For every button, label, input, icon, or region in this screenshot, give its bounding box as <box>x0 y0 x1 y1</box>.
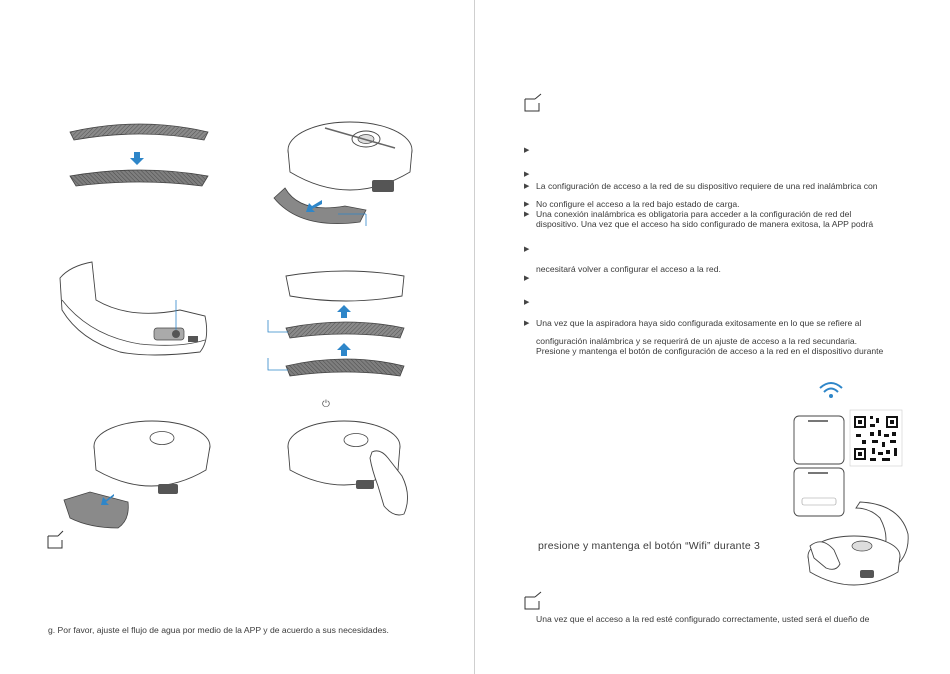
bullet-8: ▶ <box>524 299 530 306</box>
left-page <box>0 0 474 674</box>
text-line-4: dispositivo. Una vez que el acceso ha sido configurado de manera exitosa, la APP podrá <box>536 219 874 229</box>
right-page <box>476 0 950 674</box>
bullet-5: ▶ <box>524 211 530 218</box>
qr-code-icon <box>850 410 902 466</box>
bullet-2: ▶ <box>524 171 530 178</box>
text-line-2: No configure el acceso a la red bajo estado de carga. <box>536 199 740 209</box>
text-line-7: configuración inalámbrica y se requerirá de un ajuste de acceso a la red secundaria. <box>536 336 858 346</box>
bullet-3: ▶ <box>524 183 530 190</box>
robot-wifi-button-illustration <box>800 500 910 600</box>
power-symbol: ⏻ <box>322 399 330 410</box>
text-line-6: Una vez que la aspiradora haya sido configurada exitosamente en lo que se refiere al <box>536 318 862 328</box>
note-icon-top <box>524 96 544 114</box>
final-note: Una vez que el acceso a la red esté configurado correctamente, usted será el dueño de <box>536 614 870 624</box>
bullet-7: ▶ <box>524 275 530 282</box>
bullet-1: ▶ <box>524 147 530 154</box>
text-line-1: La configuración de acceso a la red de su dispositivo requiere de una red inalámbrica con <box>536 181 878 191</box>
wifi-icon <box>818 380 844 400</box>
bullet-6: ▶ <box>524 246 530 253</box>
text-line-5: necesitará volver a configurar el acceso a la red. <box>536 264 721 274</box>
footer-text: g. Por favor, ajuste el flujo de agua por medio de la APP y de acuerdo a sus necesidades. <box>48 625 389 635</box>
text-line-8: Presione y mantenga el botón de configuración de acceso a la red en el dispositivo durante <box>536 346 884 356</box>
text-line-3: Una conexión inalámbrica es obligatoria para acceder a la configuración de red del <box>536 209 852 219</box>
page-gutter <box>474 0 475 674</box>
note-icon-bottom <box>524 594 544 612</box>
wifi-instruction: presione y mantenga el botón “Wifi” durante 3 <box>538 540 761 552</box>
mop-pad-attach-illustration <box>0 0 474 674</box>
bullet-4: ▶ <box>524 201 530 208</box>
bullet-9: ▶ <box>524 320 530 327</box>
